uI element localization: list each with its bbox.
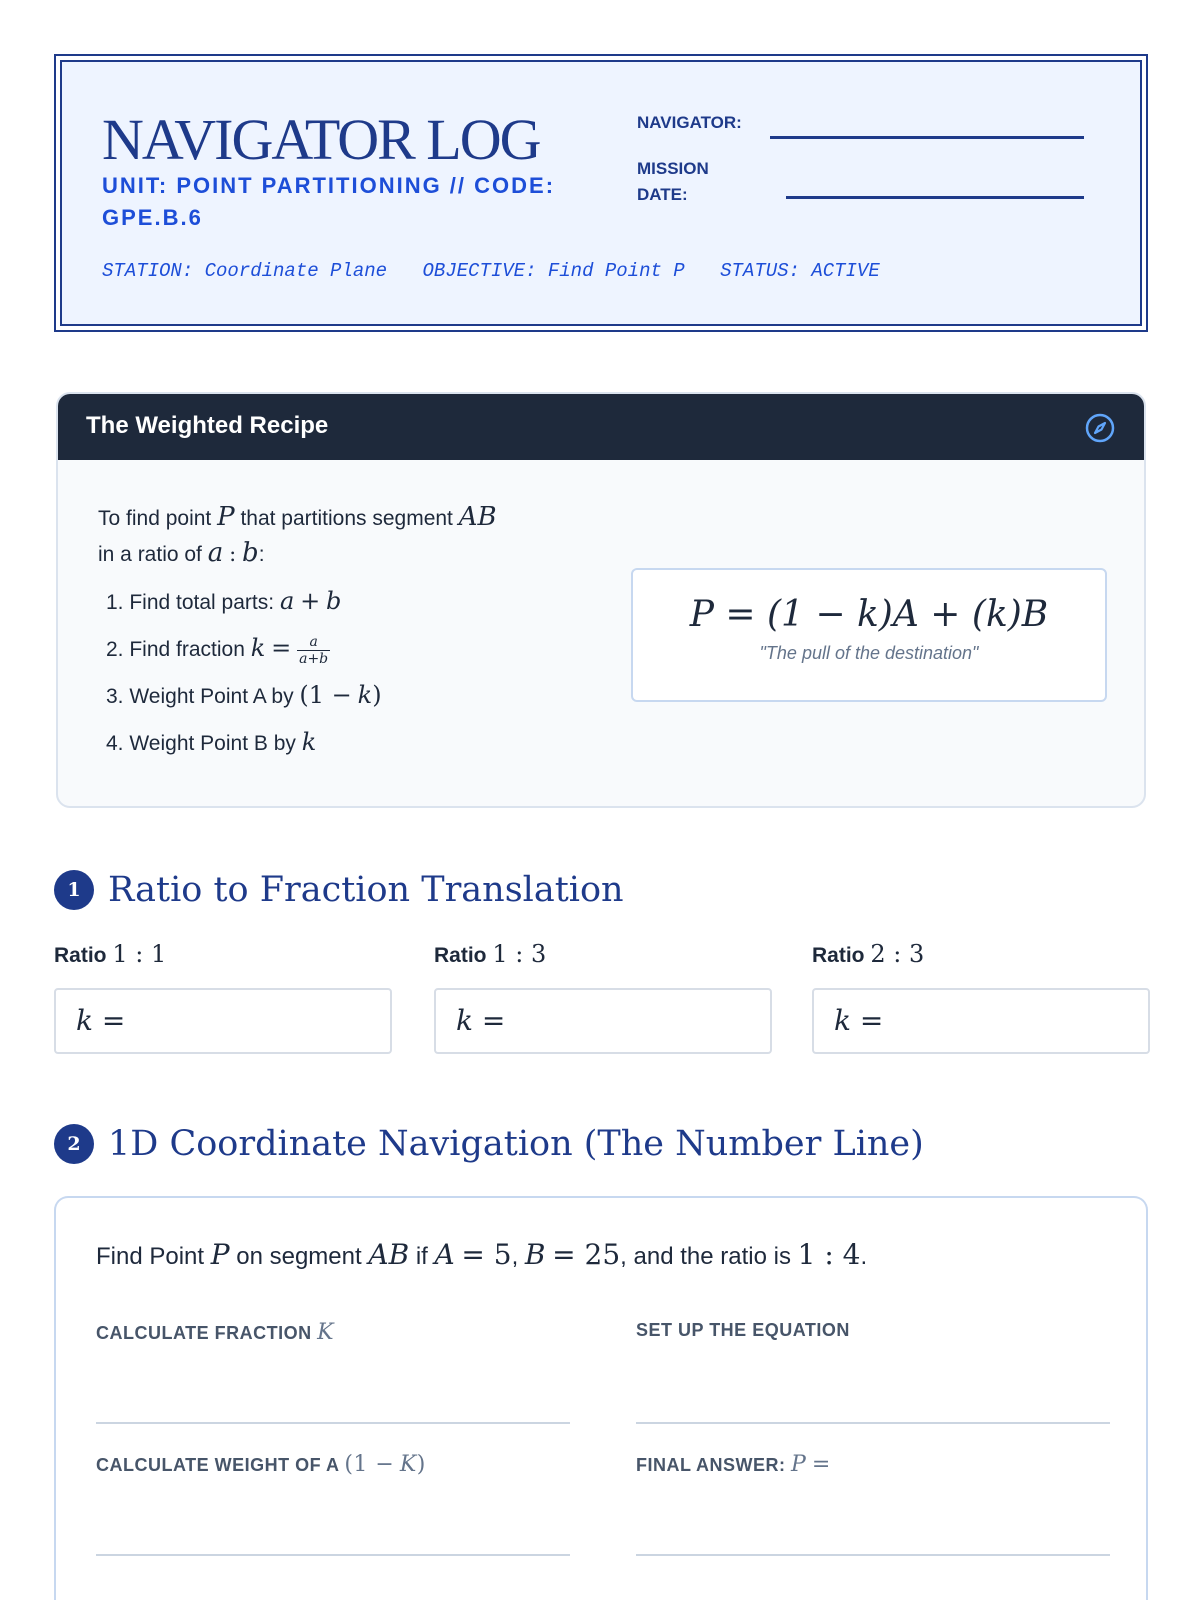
compass-icon: [1084, 412, 1116, 444]
mission-meta: [102, 260, 904, 282]
objective-text: OBJECTIVE: Find Point P: [422, 260, 685, 282]
setup-equation-label: SET UP THE EQUATION: [636, 1320, 850, 1340]
number-line-problem-card: [54, 1196, 1148, 1600]
section-title: 1D Coordinate Navigation (The Number Line): [108, 1124, 924, 1164]
k-equals-label: k =: [76, 1004, 126, 1037]
recipe-steps: [106, 584, 382, 772]
step-2: 2. Find fraction k = $\frac{a}{a+b}$: [106, 633, 329, 667]
status-text: STATUS: ACTIVE: [720, 260, 880, 282]
section-number-badge: 1: [54, 870, 94, 910]
calc-fraction-label: CALCULATE FRACTION K: [96, 1320, 335, 1345]
ratio-answer-field-1[interactable]: [54, 988, 392, 1054]
navigator-field[interactable]: [770, 136, 1084, 139]
problem-statement: Find Point P on segment AB if A = 5, B = 25, and the ratio is 1 : 4.: [96, 1238, 868, 1271]
log-header-inner: [60, 60, 1142, 326]
step-3: 3. Weight Point A by (1 − k): [106, 681, 382, 709]
mission-date-field[interactable]: [786, 196, 1084, 199]
intro-text-1: To find point: [98, 507, 212, 530]
recipe-intro: To find point P that partitions segment AB in a ratio of a : b:: [98, 502, 497, 568]
ratio-label-1: Ratio 1 : 1: [54, 940, 167, 968]
ratio-label-2: Ratio 1 : 3: [434, 940, 547, 968]
k-equals-label: k =: [834, 1004, 884, 1037]
intro-text-3: in a ratio of: [98, 543, 202, 566]
ratio-answer-field-2[interactable]: [434, 988, 772, 1054]
mission-label: MISSION: [637, 159, 709, 178]
setup-equation-answer-line[interactable]: [636, 1422, 1110, 1424]
section-title: Ratio to Fraction Translation: [108, 870, 624, 910]
formula-caption: "The pull of the destination": [759, 643, 979, 663]
step-4: 4. Weight Point B by k: [106, 728, 317, 756]
section-2-heading: [54, 1124, 924, 1164]
log-header: [54, 54, 1148, 332]
section-number-badge: 2: [54, 1124, 94, 1164]
unit-code: UNIT: POINT PARTITIONING // CODE: GPE.B.6: [102, 173, 556, 230]
formula-box: [631, 568, 1107, 702]
recipe-title: The Weighted Recipe: [86, 412, 329, 439]
recipe-card: [56, 392, 1146, 808]
ratio-label-3: Ratio 2 : 3: [812, 940, 925, 968]
station-text: STATION: Coordinate Plane: [102, 260, 388, 282]
intro-text-2: that partitions segment: [240, 507, 453, 530]
k-equals-label: k =: [456, 1004, 506, 1037]
calc-fraction-answer-line[interactable]: [96, 1422, 570, 1424]
recipe-header: [58, 394, 1144, 460]
page-title: NAVIGATOR LOG: [102, 107, 540, 172]
calc-weight-answer-line[interactable]: [96, 1554, 570, 1556]
section-1-heading: [54, 870, 624, 910]
final-answer-line[interactable]: [636, 1554, 1110, 1556]
ratio-answer-field-3[interactable]: [812, 988, 1150, 1054]
final-answer-label: FINAL ANSWER: P =: [636, 1452, 831, 1477]
section-formula: P = (1 − k)A + (k)B: [689, 594, 1049, 635]
date-label: DATE:: [637, 185, 688, 204]
calc-weight-label: CALCULATE WEIGHT OF A (1 − K): [96, 1452, 426, 1477]
step-1: 1. Find total parts: a + b: [106, 587, 342, 615]
navigator-label: NAVIGATOR:: [637, 113, 742, 132]
